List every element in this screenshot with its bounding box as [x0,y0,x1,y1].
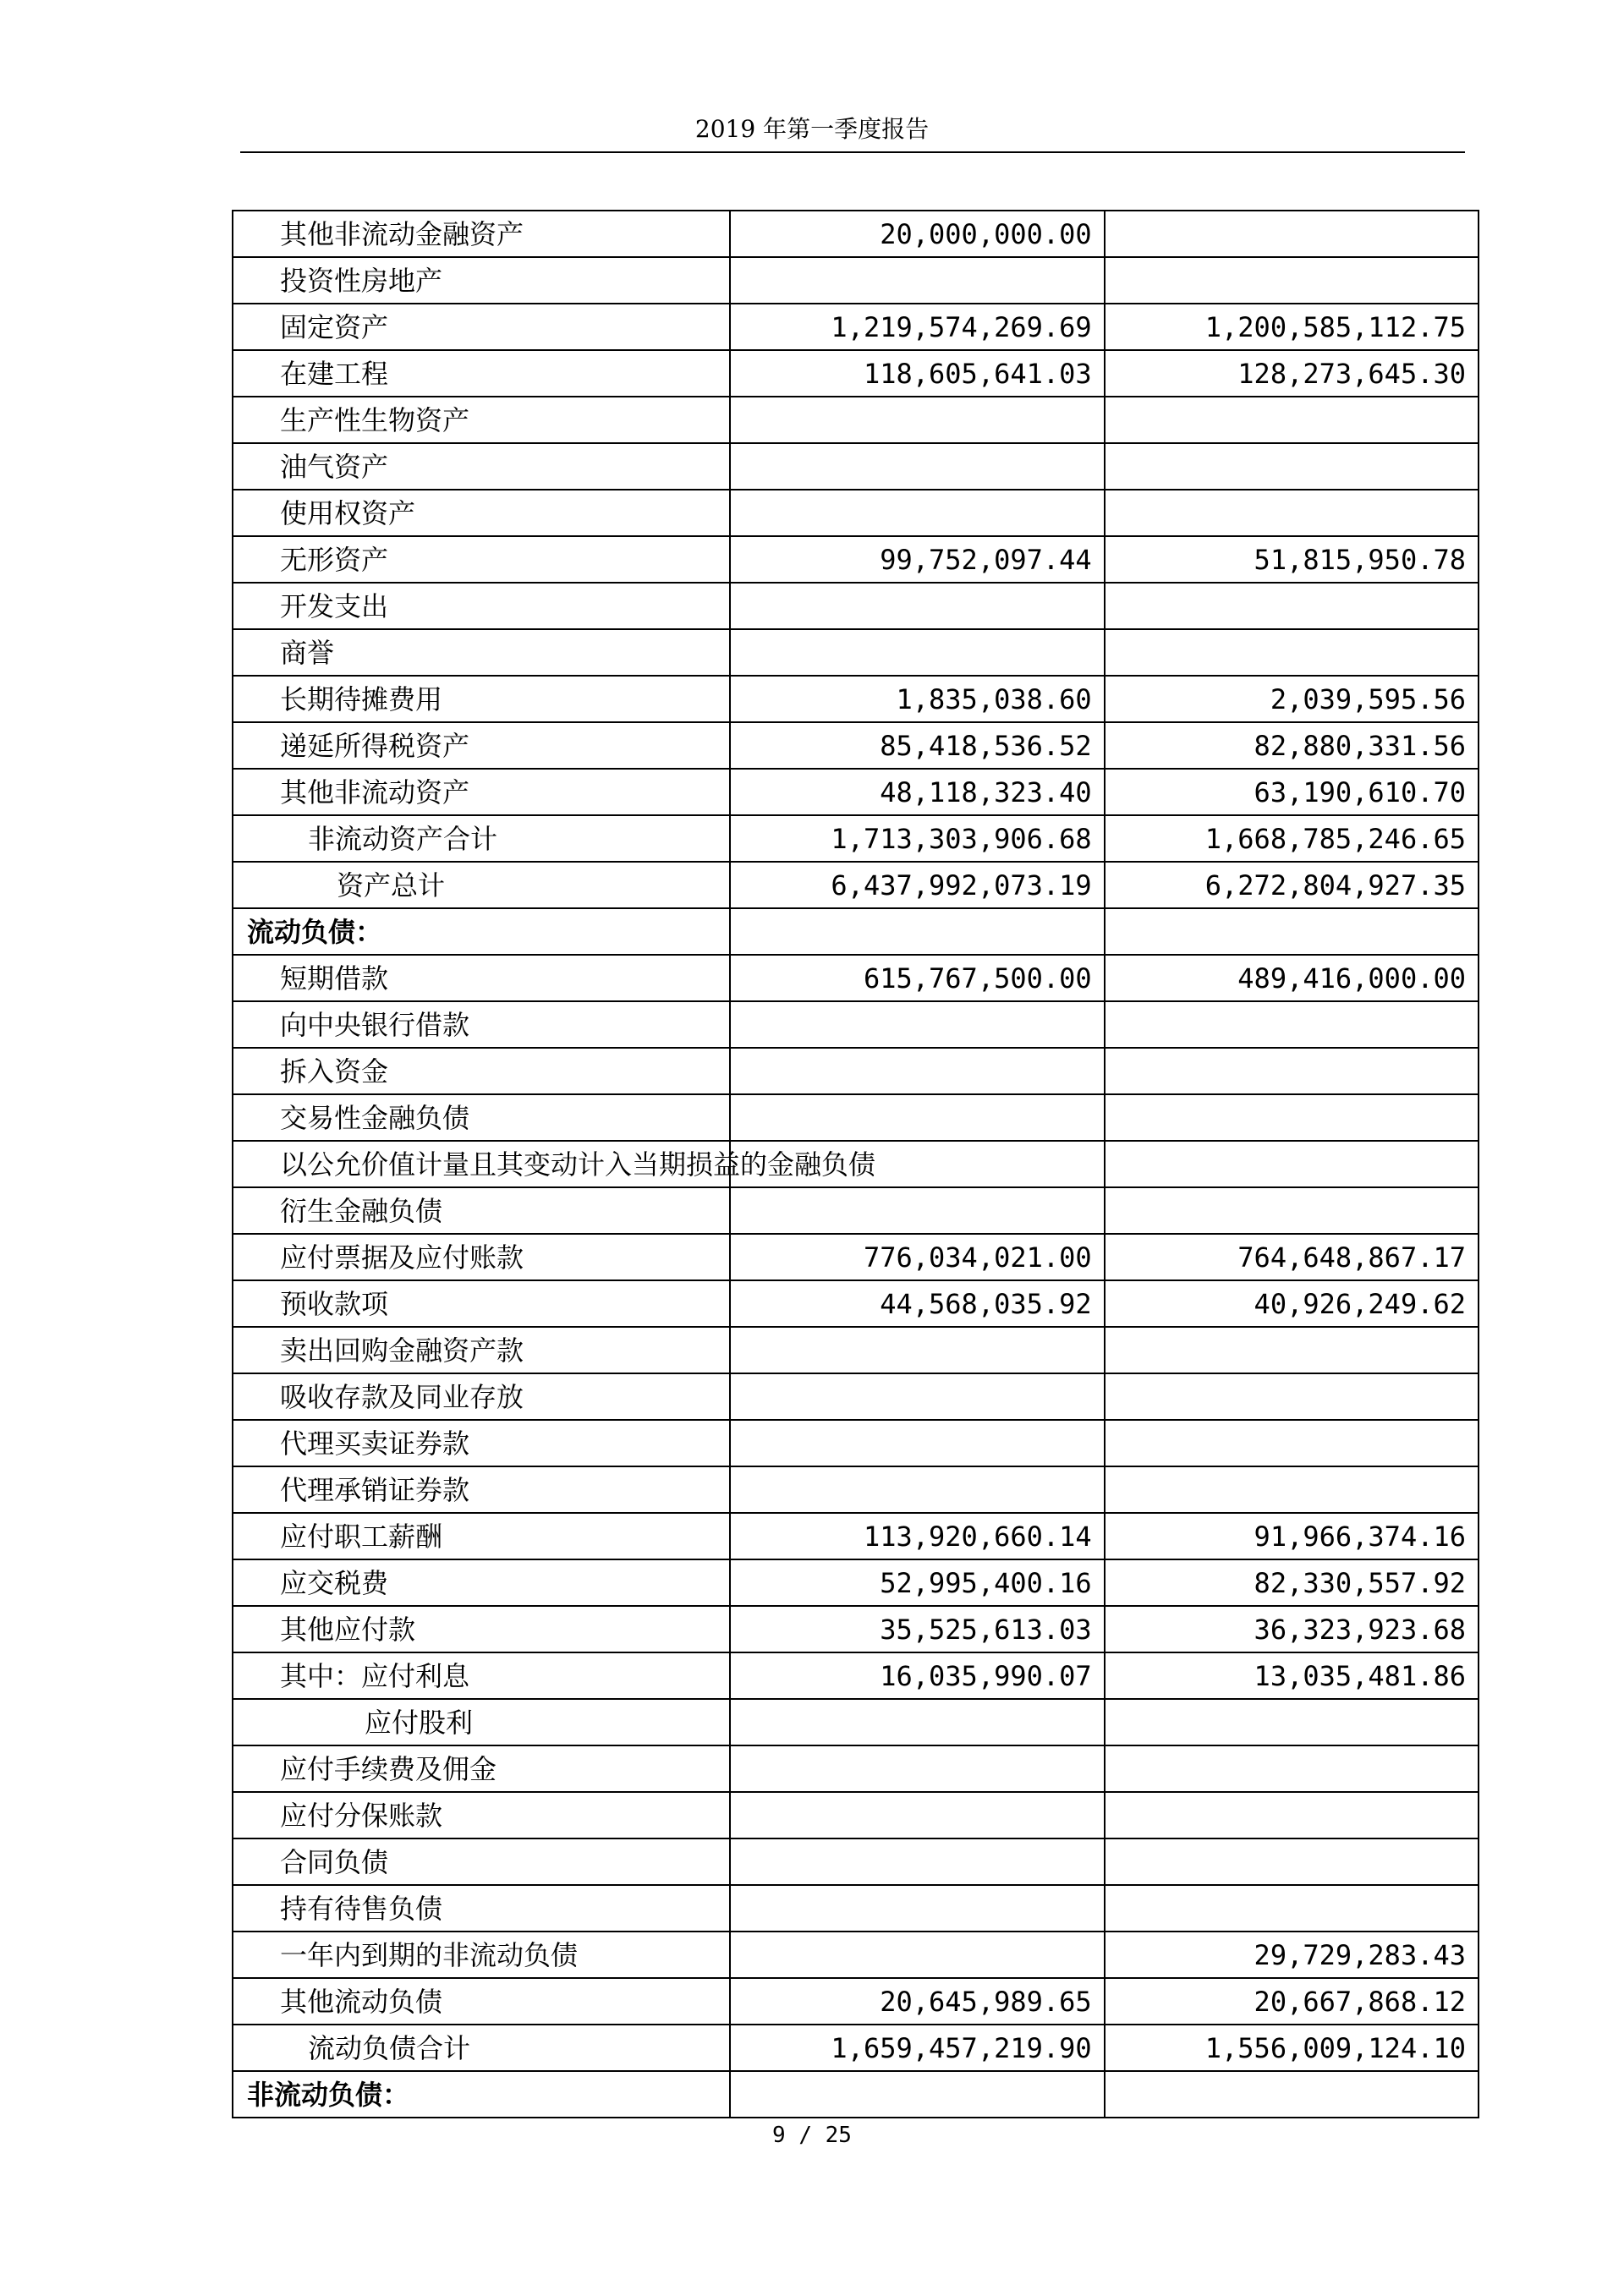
previous-period-value [1105,1373,1479,1420]
row-label: 交易性金融负债 [233,1094,730,1141]
table-row [233,1466,1479,1513]
current-period-value: 99,752,097.44 [730,536,1104,583]
current-period-value: 776,034,021.00 [730,1234,1104,1280]
previous-period-value [1105,443,1479,490]
previous-period-value [1105,1141,1479,1187]
row-label: 吸收存款及同业存放 [233,1373,730,1420]
current-period-value: 20,000,000.00 [730,211,1104,257]
row-label: 应付股利 [233,1699,730,1745]
table-row [233,1327,1479,1373]
row-label: 非流动资产合计 [233,815,730,862]
header-divider [240,151,1465,153]
row-label: 使用权资产 [233,490,730,536]
row-label: 卖出回购金融资产款 [233,1327,730,1373]
table-row [233,490,1479,536]
table-row [233,536,1479,583]
table-row [233,722,1479,769]
current-period-value [730,1885,1104,1932]
section-header-row [233,908,1479,955]
table-row [233,629,1479,676]
row-label: 衍生金融负债 [233,1187,730,1234]
table-row [233,397,1479,443]
row-label: 预收款项 [233,1280,730,1327]
previous-period-value: 13,035,481.86 [1105,1652,1479,1699]
previous-period-value [1105,908,1479,955]
current-period-value: 35,525,613.03 [730,1606,1104,1652]
table-row [233,350,1479,397]
previous-period-value [1105,1466,1479,1513]
balance-sheet-body [233,211,1479,2118]
previous-period-value: 1,556,009,124.10 [1105,2025,1479,2071]
row-label: 其他非流动资产 [233,769,730,815]
row-label: 代理承销证券款 [233,1466,730,1513]
row-label: 其他应付款 [233,1606,730,1652]
previous-period-value: 489,416,000.00 [1105,955,1479,1001]
previous-period-value [1105,629,1479,676]
row-label: 在建工程 [233,350,730,397]
current-period-value: 16,035,990.07 [730,1652,1104,1699]
previous-period-value: 63,190,610.70 [1105,769,1479,815]
table-row [233,1234,1479,1280]
previous-period-value [1105,2071,1479,2118]
row-label: 其他非流动金融资产 [233,211,730,257]
previous-period-value: 764,648,867.17 [1105,1234,1479,1280]
previous-period-value: 6,272,804,927.35 [1105,862,1479,908]
current-period-value [730,1327,1104,1373]
table-row [233,1280,1479,1327]
current-period-value: 52,995,400.16 [730,1559,1104,1606]
current-period-value [730,257,1104,304]
table-row [233,443,1479,490]
previous-period-value: 82,880,331.56 [1105,722,1479,769]
current-period-value: 85,418,536.52 [730,722,1104,769]
current-period-value [730,397,1104,443]
table-row [233,1885,1479,1932]
current-period-value [730,1373,1104,1420]
current-period-value: 1,659,457,219.90 [730,2025,1104,2071]
previous-period-value: 2,039,595.56 [1105,676,1479,722]
current-period-value: 1,219,574,269.69 [730,304,1104,350]
previous-period-value [1105,1699,1479,1745]
table-row [233,1699,1479,1745]
previous-period-value [1105,1420,1479,1466]
previous-period-value [1105,1792,1479,1838]
row-label: 应交税费 [233,1559,730,1606]
table-row [233,1978,1479,2025]
row-label: 其他流动负债 [233,1978,730,2025]
row-label: 应付手续费及佣金 [233,1745,730,1792]
section-header-row [233,2071,1479,2118]
previous-period-value [1105,1885,1479,1932]
previous-period-value [1105,1094,1479,1141]
table-row [233,1559,1479,1606]
current-period-value [730,1001,1104,1048]
previous-period-value: 91,966,374.16 [1105,1513,1479,1559]
table-row [233,1652,1479,1699]
current-period-value: 118,605,641.03 [730,350,1104,397]
row-label: 拆入资金 [233,1048,730,1094]
table-row [233,583,1479,629]
previous-period-value [1105,257,1479,304]
current-period-value [730,1838,1104,1885]
table-row [233,862,1479,908]
row-label: 投资性房地产 [233,257,730,304]
table-row [233,1513,1479,1559]
previous-period-value [1105,1327,1479,1373]
previous-period-value [1105,490,1479,536]
previous-period-value: 82,330,557.92 [1105,1559,1479,1606]
row-label: 以公允价值计量且其变动计入当期损益的金融负债 [233,1141,730,1187]
table-row [233,1420,1479,1466]
current-period-value [730,1048,1104,1094]
row-label: 开发支出 [233,583,730,629]
current-period-value [730,583,1104,629]
previous-period-value: 40,926,249.62 [1105,1280,1479,1327]
table-row [233,955,1479,1001]
current-period-value: 44,568,035.92 [730,1280,1104,1327]
previous-period-value [1105,1048,1479,1094]
current-period-value: 1,835,038.60 [730,676,1104,722]
table-row [233,211,1479,257]
current-period-value [730,629,1104,676]
table-row [233,1373,1479,1420]
current-period-value [730,1792,1104,1838]
row-label: 流动负债： [233,908,730,955]
previous-period-value [1105,583,1479,629]
row-label: 生产性生物资产 [233,397,730,443]
row-label: 固定资产 [233,304,730,350]
table-row [233,1187,1479,1234]
row-label: 一年内到期的非流动负债 [233,1932,730,1978]
current-period-value [730,1094,1104,1141]
previous-period-value: 1,668,785,246.65 [1105,815,1479,862]
report-title: 2019 年第一季度报告 [694,115,930,143]
current-period-value [730,2071,1104,2118]
row-label: 合同负债 [233,1838,730,1885]
current-period-value [730,1187,1104,1234]
row-label: 应付票据及应付账款 [233,1234,730,1280]
current-period-value: 113,920,660.14 [730,1513,1104,1559]
row-label: 应付职工薪酬 [233,1513,730,1559]
row-label: 向中央银行借款 [233,1001,730,1048]
row-label: 应付分保账款 [233,1792,730,1838]
balance-sheet-table [232,210,1479,2118]
row-label: 商誉 [233,629,730,676]
previous-period-value: 36,323,923.68 [1105,1606,1479,1652]
row-label: 短期借款 [233,955,730,1001]
row-label: 资产总计 [233,862,730,908]
row-label: 长期待摊费用 [233,676,730,722]
table-row [233,1141,1479,1187]
row-label: 持有待售负债 [233,1885,730,1932]
row-label: 递延所得税资产 [233,722,730,769]
current-period-value: 615,767,500.00 [730,955,1104,1001]
table-row [233,1606,1479,1652]
previous-period-value [1105,1745,1479,1792]
previous-period-value: 128,273,645.30 [1105,350,1479,397]
table-row [233,2025,1479,2071]
previous-period-value [1105,1838,1479,1885]
current-period-value [730,908,1104,955]
current-period-value [730,1745,1104,1792]
row-label: 油气资产 [233,443,730,490]
current-period-value: 1,713,303,906.68 [730,815,1104,862]
current-period-value [730,1420,1104,1466]
table-row [233,769,1479,815]
current-period-value [730,490,1104,536]
current-period-value [730,1699,1104,1745]
previous-period-value [1105,1187,1479,1234]
page-number: 9 / 25 [772,2123,852,2148]
current-period-value: 48,118,323.40 [730,769,1104,815]
row-label: 非流动负债： [233,2071,730,2118]
current-period-value: 20,645,989.65 [730,1978,1104,2025]
previous-period-value: 20,667,868.12 [1105,1978,1479,2025]
current-period-value [730,1466,1104,1513]
row-label: 其中：应付利息 [233,1652,730,1699]
previous-period-value [1105,397,1479,443]
current-period-value [730,443,1104,490]
current-period-value [730,1932,1104,1978]
table-row [233,815,1479,862]
table-row [233,257,1479,304]
previous-period-value: 51,815,950.78 [1105,536,1479,583]
previous-period-value [1105,211,1479,257]
table-row [233,1838,1479,1885]
row-label: 流动负债合计 [233,2025,730,2071]
table-row [233,304,1479,350]
previous-period-value: 29,729,283.43 [1105,1932,1479,1978]
table-row [233,1094,1479,1141]
current-period-value: 6,437,992,073.19 [730,862,1104,908]
previous-period-value: 1,200,585,112.75 [1105,304,1479,350]
table-row [233,1792,1479,1838]
row-label: 无形资产 [233,536,730,583]
table-row [233,676,1479,722]
table-row [233,1745,1479,1792]
row-label: 代理买卖证券款 [233,1420,730,1466]
previous-period-value [1105,1001,1479,1048]
table-row [233,1048,1479,1094]
table-row [233,1001,1479,1048]
table-row [233,1932,1479,1978]
